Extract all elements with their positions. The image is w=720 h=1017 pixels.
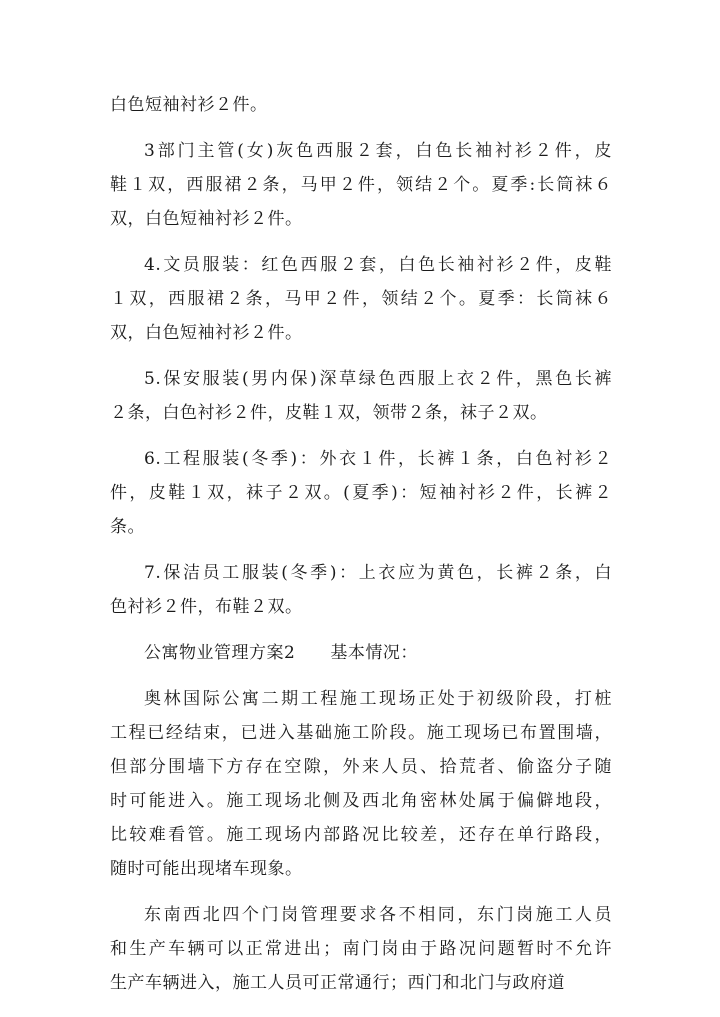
paragraph (110, 442, 612, 544)
paragraph (110, 898, 612, 1000)
text-line: 奥林国际公寓二期工程施工现场正处于初级阶段，打桩 (144, 689, 612, 709)
text-line: 随时可能出现堵车现象。 (110, 859, 303, 879)
text-line: 3部门主管(女)灰色西服２套，白色长袖衬衫２件，皮 (144, 141, 612, 161)
paragraph (110, 556, 612, 624)
text-line: 但部分围墙下方存在空隙，外来人员、拾荒者、偷盗分子随 (110, 757, 612, 777)
text-line: 条。 (110, 517, 145, 537)
text-line: 6.工程服装(冬季)：外衣１件，长裤１条，白色衬衫２ (144, 449, 612, 469)
text-line: 鞋１双，西服裙２条，马甲２件，领结２个。夏季:长筒袜６ (110, 175, 612, 195)
text-line: 和生产车辆可以正常进出；南门岗由于路况问题暂时不允许 (110, 939, 612, 959)
text-line: 时可能进入。施工现场北侧及西北角密林处属于偏僻地段， (110, 791, 612, 811)
document-page (110, 88, 612, 1012)
text-line: 公寓物业管理方案2 基本情况： (144, 643, 418, 663)
paragraph (110, 248, 612, 350)
text-line: 色衬衫２件，布鞋２双。 (110, 597, 303, 617)
text-line: ２条，白色衬衫２件，皮鞋１双，领带２条，袜子２双。 (110, 403, 548, 423)
text-line: 白色短袖衬衫２件。 (110, 95, 268, 115)
text-line: 东南西北四个门岗管理要求各不相同，东门岗施工人员 (144, 905, 612, 925)
text-line: １双，西服裙２条，马甲２件，领结２个。夏季：长筒袜６ (110, 289, 612, 309)
text-line: 5.保安服装(男内保)深草绿色西服上衣２件，黑色长裤 (144, 369, 612, 389)
text-line: 4.文员服装：红色西服２套，白色长袖衬衫２件，皮鞋 (144, 255, 612, 275)
paragraph (110, 88, 612, 122)
paragraph (110, 362, 612, 430)
text-line: 双，白色短袖衬衫２件。 (110, 209, 303, 229)
paragraph (110, 636, 612, 670)
text-line: 生产车辆进入，施工人员可正常通行；西门和北门与政府道 (110, 973, 565, 993)
text-line: 比较难看管。施工现场内部路况比较差，还存在单行路段， (110, 825, 612, 845)
text-line: 7.保洁员工服装(冬季)：上衣应为黄色，长裤２条，白 (144, 563, 612, 583)
paragraph (110, 682, 612, 886)
text-line: 双，白色短袖衬衫２件。 (110, 323, 303, 343)
text-line: 工程已经结束，已进入基础施工阶段。施工现场已布置围墙， (110, 723, 612, 743)
paragraph (110, 134, 612, 236)
text-line: 件，皮鞋１双，袜子２双。(夏季)：短袖衬衫２件，长裤２ (110, 483, 612, 503)
